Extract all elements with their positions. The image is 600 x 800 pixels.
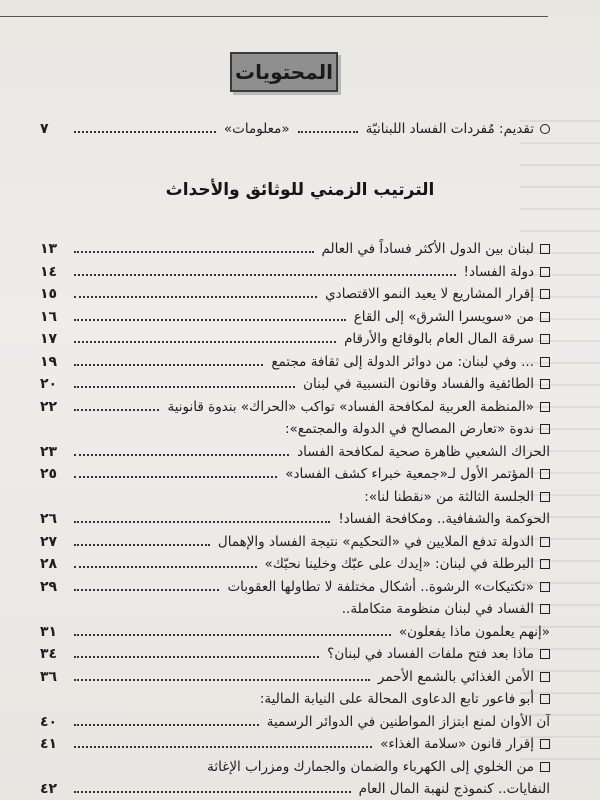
square-bullet-icon [540, 402, 550, 412]
toc-entry [40, 281, 550, 303]
toc-entry [40, 596, 550, 618]
toc-entry-title: إقرار قانون «سلامة الغذاء» [380, 736, 534, 752]
toc-entry-title: النفايات.. كنموذج لنهبة المال العام [358, 781, 550, 797]
toc-entry [40, 259, 550, 281]
page-number: ١٩ [40, 354, 58, 370]
toc-entry [40, 506, 550, 528]
dot-leader [74, 319, 346, 321]
dot-leader [74, 364, 263, 366]
page-number: ٣٦ [40, 669, 58, 685]
dot-leader [74, 746, 372, 748]
dot-leader [74, 476, 277, 478]
toc-entry-title: دولة الفساد! [463, 264, 534, 280]
square-bullet-icon [540, 559, 550, 569]
toc-entry [40, 439, 550, 461]
toc-entry [40, 754, 550, 776]
toc-entry-title: الدولة تدفع الملايين في «التحكيم» نتيجة الفساد والإهمال [217, 534, 534, 550]
toc-entry [40, 371, 550, 393]
dot-leader [298, 131, 358, 133]
toc-entry-title: آن الأوان لمنع ابتزاز المواطنين في الدوائر الرسمية [266, 714, 550, 730]
toc-entry [40, 709, 550, 731]
toc-entry-title: من الخلوي إلى الكهرباء والضمان والجمارك ومزراب الإغاثة [207, 759, 534, 775]
toc-entry [40, 236, 550, 258]
square-bullet-icon [540, 694, 550, 704]
toc-entry [40, 394, 550, 416]
circle-bullet-icon [540, 124, 550, 134]
dot-leader [74, 634, 391, 636]
page-number: ٣٤ [40, 646, 58, 662]
dot-leader [74, 274, 456, 276]
square-bullet-icon [540, 289, 550, 299]
top-rule [0, 16, 548, 17]
page-number: ١٣ [40, 241, 58, 257]
toc-entry-title: «تكتيكات» الرشوة.. أشكال مختلفة لا تطاولها العقوبات [227, 579, 534, 595]
toc-entry-title: الحوكمة والشفافية.. ومكافحة الفساد! [338, 511, 550, 527]
dot-leader [74, 656, 319, 658]
contents-heading-box [230, 52, 338, 92]
toc-entry-title: سرقة المال العام بالوقائع والأرقام [344, 331, 534, 347]
square-bullet-icon [540, 649, 550, 659]
intro-tag: «معلومات» [223, 121, 290, 137]
toc-entry-title: الطائفية والفساد وقانون النسبية في لبنان [303, 376, 534, 392]
dot-leader [74, 409, 159, 411]
page-number: ٢٩ [40, 579, 58, 595]
contents-heading: المحتويات [234, 60, 333, 84]
toc-entry [40, 326, 550, 348]
toc-entry-title: الأمن الغذائي بالشمع الأحمر [377, 669, 534, 685]
toc-entry-title: ندوة «تعارض المصالح في الدولة والمجتمع»: [285, 421, 534, 437]
dot-leader [74, 251, 314, 253]
square-bullet-icon [540, 334, 550, 344]
toc-entry-title: البرطلة في لبنان: «إيدك على عبّك وخلينا نحبّك» [264, 556, 534, 572]
dot-leader [74, 341, 336, 343]
square-bullet-icon [540, 537, 550, 547]
page-number: ٤٠ [40, 714, 58, 730]
toc-entry [40, 664, 550, 686]
toc-entry [40, 619, 550, 641]
section-title: الترتيب الزمني للوثائق والأحداث [165, 180, 435, 200]
page-number: ١٤ [40, 264, 58, 280]
square-bullet-icon [540, 739, 550, 749]
toc-entry-title: إقرار المشاريع لا يعيد النمو الاقتصادي [325, 286, 534, 302]
square-bullet-icon [540, 379, 550, 389]
toc-entry [40, 776, 550, 798]
toc-entry [40, 349, 550, 371]
page-number: ٢٦ [40, 511, 58, 527]
page-number: ٤١ [40, 736, 58, 752]
toc-entry-title: ... وفي لبنان: من دوائر الدولة إلى ثقافة مجتمع [271, 354, 534, 370]
toc-entry-title: الفساد في لبنان منظومة متكاملة.. [341, 601, 534, 617]
page-number: ٢٢ [40, 399, 58, 415]
toc-entry [40, 461, 550, 483]
toc-entry-title: الجلسة الثالثة من «نقطنا لنا»: [364, 489, 534, 505]
square-bullet-icon [540, 357, 550, 367]
page-number: ٢٥ [40, 466, 58, 482]
dot-leader [74, 566, 257, 568]
intro-label: تقديم: مُفردات الفساد اللبنانيّة [365, 121, 534, 137]
toc-entry-title: «إنهم يعلمون ماذا يفعلون» [398, 624, 550, 640]
toc-entry [40, 686, 550, 708]
toc-entry [40, 641, 550, 663]
page-number: ١٦ [40, 309, 58, 325]
toc-entry-title: من «سويسرا الشرق» إلى القاع [353, 309, 534, 325]
toc-entry-title: أبو فاعور تابع الدعاوى المحالة على النيابة المالية: [259, 691, 534, 707]
toc-entry [40, 304, 550, 326]
dot-leader [74, 791, 351, 793]
page-number: ١٧ [40, 331, 58, 347]
toc-entry [40, 731, 550, 753]
page-number: ٣١ [40, 624, 58, 640]
toc-entry-title: الحراك الشعبي ظاهرة صحية لمكافحة الفساد [297, 444, 550, 460]
page-number: ٢٨ [40, 556, 58, 572]
square-bullet-icon [540, 424, 550, 434]
toc-entry [40, 551, 550, 573]
page-number: ٧ [40, 121, 49, 137]
toc-entry [40, 529, 550, 551]
page-number: ٤٢ [40, 781, 58, 797]
toc-entry [40, 416, 550, 438]
dot-leader [74, 296, 317, 298]
square-bullet-icon [540, 244, 550, 254]
page-number: ٢٧ [40, 534, 58, 550]
dot-leader [74, 679, 370, 681]
square-bullet-icon [540, 312, 550, 322]
square-bullet-icon [540, 492, 550, 502]
toc-entry [40, 484, 550, 506]
page-number: ١٥ [40, 286, 58, 302]
square-bullet-icon [540, 672, 550, 682]
toc-entry-title: ماذا بعد فتح ملفات الفساد في لبنان؟ [327, 646, 534, 662]
toc-entry [40, 574, 550, 596]
dot-leader [74, 589, 219, 591]
square-bullet-icon [540, 762, 550, 772]
square-bullet-icon [540, 582, 550, 592]
dot-leader [74, 521, 330, 523]
toc-entry-title: «المنظمة العربية لمكافحة الفساد» تواكب «الحراك» بندوة قانونية [167, 399, 534, 415]
page-number: ٢٣ [40, 444, 58, 460]
dot-leader [74, 454, 289, 456]
dot-leader [74, 544, 210, 546]
intro-row [40, 116, 550, 138]
toc-entry-title: لبنان بين الدول الأكثر فساداً في العالم [321, 241, 534, 257]
toc-entry-title: المؤتمر الأول لـ«جمعية خبراء كشف الفساد» [285, 466, 534, 482]
square-bullet-icon [540, 267, 550, 277]
dot-leader [74, 131, 216, 133]
dot-leader [74, 724, 259, 726]
dot-leader [74, 386, 295, 388]
square-bullet-icon [540, 469, 550, 479]
page-number: ٢٠ [40, 376, 58, 392]
square-bullet-icon [540, 604, 550, 614]
